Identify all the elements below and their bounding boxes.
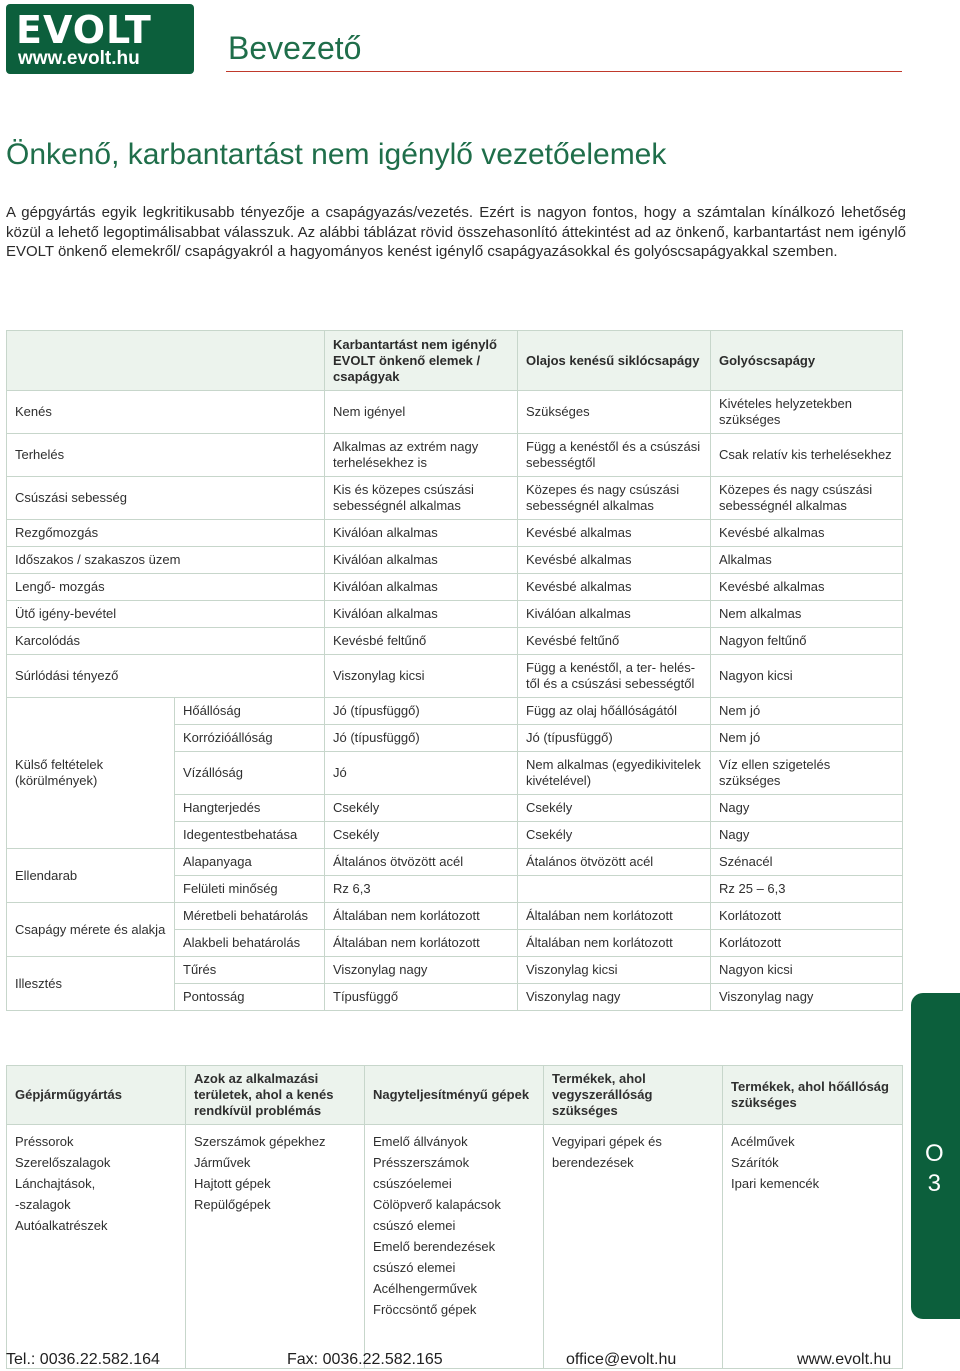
table-cell: Nem jó — [711, 698, 903, 725]
table-cell: Rz 25 – 6,3 — [711, 876, 903, 903]
application-item: Préssorok — [15, 1134, 74, 1149]
sub-row-label: Korrózióállóság — [175, 725, 325, 752]
sub-row-label: Felületi minőség — [175, 876, 325, 903]
table-cell: Jó (típusfüggő) — [325, 698, 518, 725]
footer-fax: Fax: 0036.22.582.165 — [287, 1351, 443, 1368]
table-cell: Viszonylag kicsi — [325, 655, 518, 698]
table-cell: Kevésbé alkalmas — [711, 574, 903, 601]
table-cell: Alkalmas — [711, 547, 903, 574]
table-cell: Csekély — [518, 795, 711, 822]
comparison-row — [7, 957, 903, 984]
group-label: Illesztés — [7, 957, 175, 1011]
comparison-row — [7, 574, 903, 601]
table-cell: Nagyon kicsi — [711, 655, 903, 698]
table-cell: Kiválóan alkalmas — [325, 520, 518, 547]
table-cell: Csak relatív kis terhelésekhez — [711, 434, 903, 477]
sub-row-label: Alakbeli behatárolás — [175, 930, 325, 957]
comparison-row — [7, 903, 903, 930]
table-cell: Szénacél — [711, 849, 903, 876]
application-header: Gépjárműgyártás — [7, 1066, 186, 1125]
sub-row-label: Vízállóság — [175, 752, 325, 795]
application-item: Fröccsöntő gépek — [373, 1302, 477, 1317]
table-cell: Típusfüggő — [325, 984, 518, 1011]
sub-row-label: Tűrés — [175, 957, 325, 984]
table-cell: Rz 6,3 — [325, 876, 518, 903]
application-item: Szerelőszalagok — [15, 1155, 111, 1170]
table-cell: Kiválóan alkalmas — [518, 601, 711, 628]
comparison-table — [6, 330, 903, 1011]
table-cell: Nagyon kicsi — [711, 957, 903, 984]
application-item: Acélhengerművek — [373, 1281, 478, 1296]
table-cell: Kevésbé alkalmas — [518, 547, 711, 574]
row-label: Kenés — [7, 391, 325, 434]
table-cell: Nagyon feltűnő — [711, 628, 903, 655]
row-label: Időszakos / szakaszos üzem — [7, 547, 325, 574]
row-label: Lengő- mozgás — [7, 574, 325, 601]
application-header: Azok az alkalmazási területek, ahol a kenés rendkívül problémás — [186, 1066, 365, 1125]
table-cell: Szükséges — [518, 391, 711, 434]
application-item: Járművek — [194, 1155, 251, 1170]
table-cell: Nem igényel — [325, 391, 518, 434]
chapter-letter: O — [925, 1140, 944, 1167]
table-cell: Nem alkalmas — [711, 601, 903, 628]
comparison-header-oil-bearing: Olajos kenésű siklócsapágy — [518, 331, 711, 391]
table-cell: Jó — [325, 752, 518, 795]
table-cell: Alkalmas az extrém nagy terhelésekhez is — [325, 434, 518, 477]
table-cell: Kevésbé alkalmas — [518, 574, 711, 601]
chapter-tab — [911, 993, 960, 1319]
application-item: Ipari kemencék — [731, 1176, 820, 1191]
table-cell: Viszonylag nagy — [711, 984, 903, 1011]
table-cell: Viszonylag kicsi — [518, 957, 711, 984]
logo-brand: EVOLT — [16, 8, 152, 52]
application-header: Termékek, ahol hőállóság szükséges — [723, 1066, 903, 1125]
table-cell: Csekély — [325, 822, 518, 849]
table-cell: Jó (típusfüggő) — [518, 725, 711, 752]
comparison-header-feature — [7, 331, 325, 391]
application-item: Repülőgépek — [194, 1197, 271, 1212]
table-cell: Nagy — [711, 822, 903, 849]
application-item: Autóalkatrészek — [15, 1218, 108, 1233]
comparison-header-evolt: Karbantartást nem igénylő EVOLT önkenő elemek / csapágyak — [325, 331, 518, 391]
table-cell: Csekély — [518, 822, 711, 849]
table-cell: Kiválóan alkalmas — [325, 574, 518, 601]
group-label: Csapágy mérete és alakja — [7, 903, 175, 957]
row-label: Ütő igény-bevétel — [7, 601, 325, 628]
page-title: Bevezető — [228, 30, 362, 66]
application-column — [544, 1125, 723, 1369]
table-cell: Függ a kenéstől és a csúszási sebességtől — [518, 434, 711, 477]
header-divider — [226, 71, 902, 72]
comparison-row — [7, 547, 903, 574]
application-item: Cölöpverő kalapácsok csúszó elemei — [373, 1197, 501, 1233]
table-cell: Kiválóan alkalmas — [325, 601, 518, 628]
footer-email: office@evolt.hu — [566, 1351, 677, 1368]
table-cell: Általában nem korlátozott — [518, 930, 711, 957]
table-cell: Kevésbé feltűnő — [325, 628, 518, 655]
application-header: Nagyteljesítményű gépek — [365, 1066, 544, 1125]
application-item: Présszerszámok csúszóelemei — [373, 1155, 470, 1191]
application-item: Szárítók — [731, 1155, 779, 1170]
section-title: Önkenő, karbantartást nem igénylő vezetőelemek — [6, 138, 667, 171]
application-column — [365, 1125, 544, 1369]
table-cell: Kevésbé alkalmas — [711, 520, 903, 547]
application-item: Vegyipari gépek és berendezések — [552, 1134, 662, 1170]
table-cell: Közepes és nagy csúszási sebességnél alkalmas — [518, 477, 711, 520]
comparison-row — [7, 628, 903, 655]
logo-website: www.evolt.hu — [18, 48, 140, 69]
comparison-row — [7, 655, 903, 698]
table-cell: Viszonylag nagy — [325, 957, 518, 984]
table-cell: Nem jó — [711, 725, 903, 752]
table-cell: Függ a kenéstől, a ter- helés- től és a csúszási sebességtől — [518, 655, 711, 698]
table-cell: Kiválóan alkalmas — [325, 547, 518, 574]
sub-row-label: Hangterjedés — [175, 795, 325, 822]
application-item: Emelő állványok — [373, 1134, 468, 1149]
applications-table — [6, 1065, 903, 1369]
comparison-row — [7, 477, 903, 520]
table-cell — [518, 876, 711, 903]
application-item: Szerszámok gépekhez — [194, 1134, 326, 1149]
intro-paragraph: A gépgyártás egyik legkritikusabb tényezője a csapágyazás/vezetés. Ezért is nagyon fontos, hogy a számtalan kínálkozó lehetőség közül a lehető legoptimálisabbat válasszuk. Az alábbi táblázat rövid összehasonlító áttekintést ad az önkenő, karbantartást nem igénylő EVOLT önkenő elemekről/ csapágyakról a hagyományos kenést igénylő csapágyazásokkal és golyóscsapágyakkal szemben. — [6, 204, 906, 260]
sub-row-label: Pontosság — [175, 984, 325, 1011]
table-cell: Általában nem korlátozott — [325, 903, 518, 930]
group-label: Külső feltételek (körülmények) — [7, 698, 175, 849]
table-cell: Korlátozott — [711, 930, 903, 957]
row-label: Karcolódás — [7, 628, 325, 655]
application-column — [723, 1125, 903, 1369]
chapter-number: 3 — [927, 1170, 942, 1197]
application-column — [186, 1125, 365, 1369]
table-cell: Általában nem korlátozott — [325, 930, 518, 957]
table-cell: Nem alkalmas (egyedikivitelek kivételével) — [518, 752, 711, 795]
table-cell: Kis és közepes csúszási sebességnél alkalmas — [325, 477, 518, 520]
table-cell: Általános ötvözött acél — [325, 849, 518, 876]
evolt-logo — [6, 4, 194, 74]
table-cell: Általában nem korlátozott — [518, 903, 711, 930]
table-cell: Víz ellen szigetelés szükséges — [711, 752, 903, 795]
application-item: -szalagok — [15, 1197, 71, 1212]
sub-row-label: Idegentestbehatása — [175, 822, 325, 849]
table-cell: Viszonylag nagy — [518, 984, 711, 1011]
footer-website: www.evolt.hu — [797, 1351, 892, 1368]
comparison-row — [7, 434, 903, 477]
comparison-header-ball-bearing: Golyóscsapágy — [711, 331, 903, 391]
table-cell: Jó (típusfüggő) — [325, 725, 518, 752]
table-cell: Átalános ötvözött acél — [518, 849, 711, 876]
sub-row-label: Méretbeli behatárolás — [175, 903, 325, 930]
row-label: Súrlódási tényező — [7, 655, 325, 698]
table-cell: Függ az olaj hőállóságától — [518, 698, 711, 725]
application-item: Acélművek — [731, 1134, 795, 1149]
table-cell: Csekély — [325, 795, 518, 822]
application-column — [7, 1125, 186, 1369]
comparison-row — [7, 698, 903, 725]
sub-row-label: Hőállóság — [175, 698, 325, 725]
table-cell: Kivételes helyzetekben szükséges — [711, 391, 903, 434]
row-label: Csúszási sebesség — [7, 477, 325, 520]
row-label: Terhelés — [7, 434, 325, 477]
table-cell: Közepes és nagy csúszási sebességnél alkalmas — [711, 477, 903, 520]
application-item: Hajtott gépek — [194, 1176, 271, 1191]
table-cell: Kevésbé alkalmas — [518, 520, 711, 547]
comparison-row — [7, 849, 903, 876]
application-item: Lánchajtások, — [15, 1176, 96, 1191]
footer-phone: Tel.: 0036.22.582.164 — [6, 1351, 160, 1368]
application-item: Emelő berendezések csúszó elemei — [373, 1239, 496, 1275]
table-cell: Korlátozott — [711, 903, 903, 930]
comparison-row — [7, 520, 903, 547]
table-cell: Nagy — [711, 795, 903, 822]
comparison-row — [7, 601, 903, 628]
application-header: Termékek, ahol vegyszerállóság szükséges — [544, 1066, 723, 1125]
group-label: Ellendarab — [7, 849, 175, 903]
row-label: Rezgőmozgás — [7, 520, 325, 547]
comparison-row — [7, 391, 903, 434]
table-cell: Kevésbé feltűnő — [518, 628, 711, 655]
sub-row-label: Alapanyaga — [175, 849, 325, 876]
